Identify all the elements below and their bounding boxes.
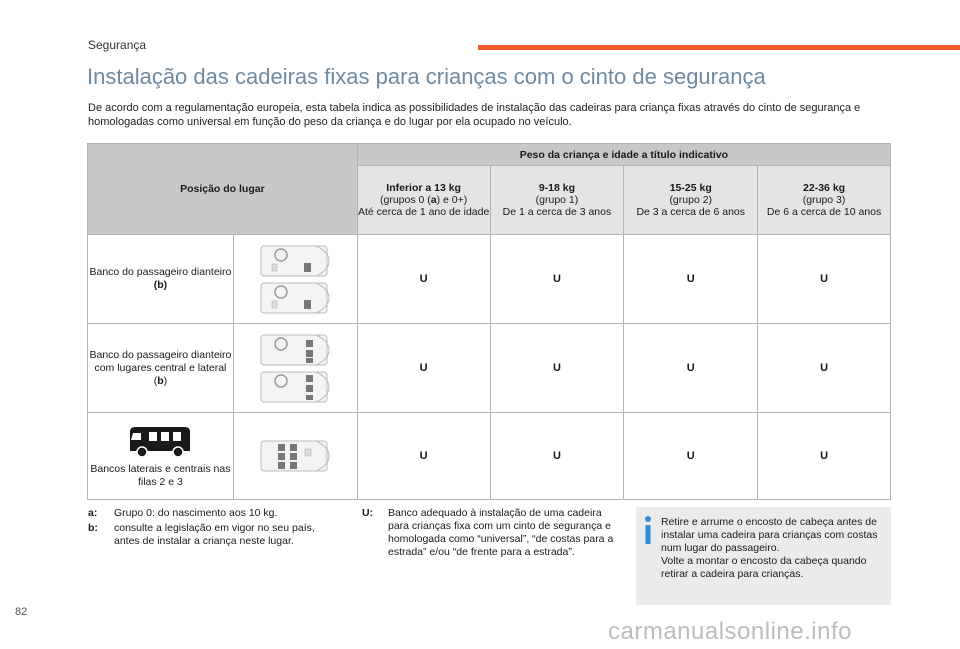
info-text-1: Retire e arrume o encosto de cabeça antes de instalar uma cadeira para crianças com costas num lugar do passageiro.	[661, 516, 878, 554]
col-header-group3: 22-36 kg (grupo 3) De 6 a cerca de 10 anos	[758, 166, 891, 235]
footnote-u: U: Banco adequado à instalação de uma cadeira para crianças fixa com um cinto de segurança e homologada como “universal”, “de costas para a estrada” e/ou “de frente para a estrada”.	[362, 507, 614, 558]
seat-layout-diagram-icon	[260, 439, 330, 473]
table-row	[88, 324, 891, 413]
section-rule	[478, 45, 960, 50]
suitability-value: U	[624, 413, 758, 500]
seat-diagrams	[233, 324, 357, 413]
seat-layout-diagram-icon	[260, 244, 330, 278]
info-icon	[644, 516, 652, 544]
suitability-value: U	[490, 235, 624, 324]
footnotes-left	[88, 507, 340, 550]
page-number: 82	[15, 606, 28, 618]
intro-paragraph: De acordo com a regulamentação europeia, esta tabela indica as possibilidades de instalação das cadeiras para criança fixas através do cinto de segurança e homologadas como universal em função do peso da criança e do lugar por ela ocupado no veículo.	[88, 102, 861, 128]
section-title: Segurança	[88, 38, 147, 52]
seat-layout-diagram-icon	[260, 281, 330, 315]
row-label: Banco do passageiro dianteiro com lugares central e lateral (b)	[88, 324, 234, 413]
position-header: Posição do lugar	[88, 144, 358, 235]
suitability-value: U	[624, 324, 758, 413]
row-label: Banco do passageiro dianteiro (b)	[88, 235, 234, 324]
suitability-value: U	[758, 413, 891, 500]
minibus-icon	[127, 423, 193, 459]
col-header-group1: 9-18 kg (grupo 1) De 1 a cerca de 3 anos	[490, 166, 624, 235]
suitability-value: U	[758, 324, 891, 413]
seat-layout-diagram-icon	[260, 333, 330, 367]
suitability-value: U	[490, 324, 624, 413]
suitability-value: U	[490, 413, 624, 500]
row-label: Bancos laterais e centrais nas filas 2 e 3	[88, 413, 234, 500]
suitability-value: U	[624, 235, 758, 324]
seat-layout-diagram-icon	[260, 370, 330, 404]
info-box	[636, 507, 891, 605]
suitability-value: U	[758, 235, 891, 324]
weight-header: Peso da criança e idade a título indicativo	[357, 144, 890, 166]
table-row	[88, 235, 891, 324]
col-header-group2: 15-25 kg (grupo 2) De 3 a cerca de 6 anos	[624, 166, 758, 235]
page-title: Instalação das cadeiras fixas para crianças com o cinto de segurança	[87, 64, 766, 89]
footnote-b: b: consulte a legislação em vigor no seu país, antes de instalar a criança neste lugar.	[88, 522, 315, 547]
seat-diagrams	[233, 235, 357, 324]
footnote-a: a: Grupo 0: do nascimento aos 10 kg.	[88, 507, 278, 519]
table-row	[88, 413, 891, 500]
col-header-group0: Inferior a 13 kg (grupos 0 (a) e 0+) Até cerca de 1 ano de idade	[357, 166, 490, 235]
child-seat-table	[87, 143, 891, 500]
footnotes-middle	[362, 507, 614, 561]
suitability-value: U	[357, 413, 490, 500]
seat-diagrams	[233, 413, 357, 500]
info-text-2: Volte a montar o encosto da cabeça quando retirar a cadeira para crianças.	[661, 555, 867, 580]
watermark: carmanualsonline.info	[608, 618, 852, 645]
suitability-value: U	[357, 324, 490, 413]
suitability-value: U	[357, 235, 490, 324]
